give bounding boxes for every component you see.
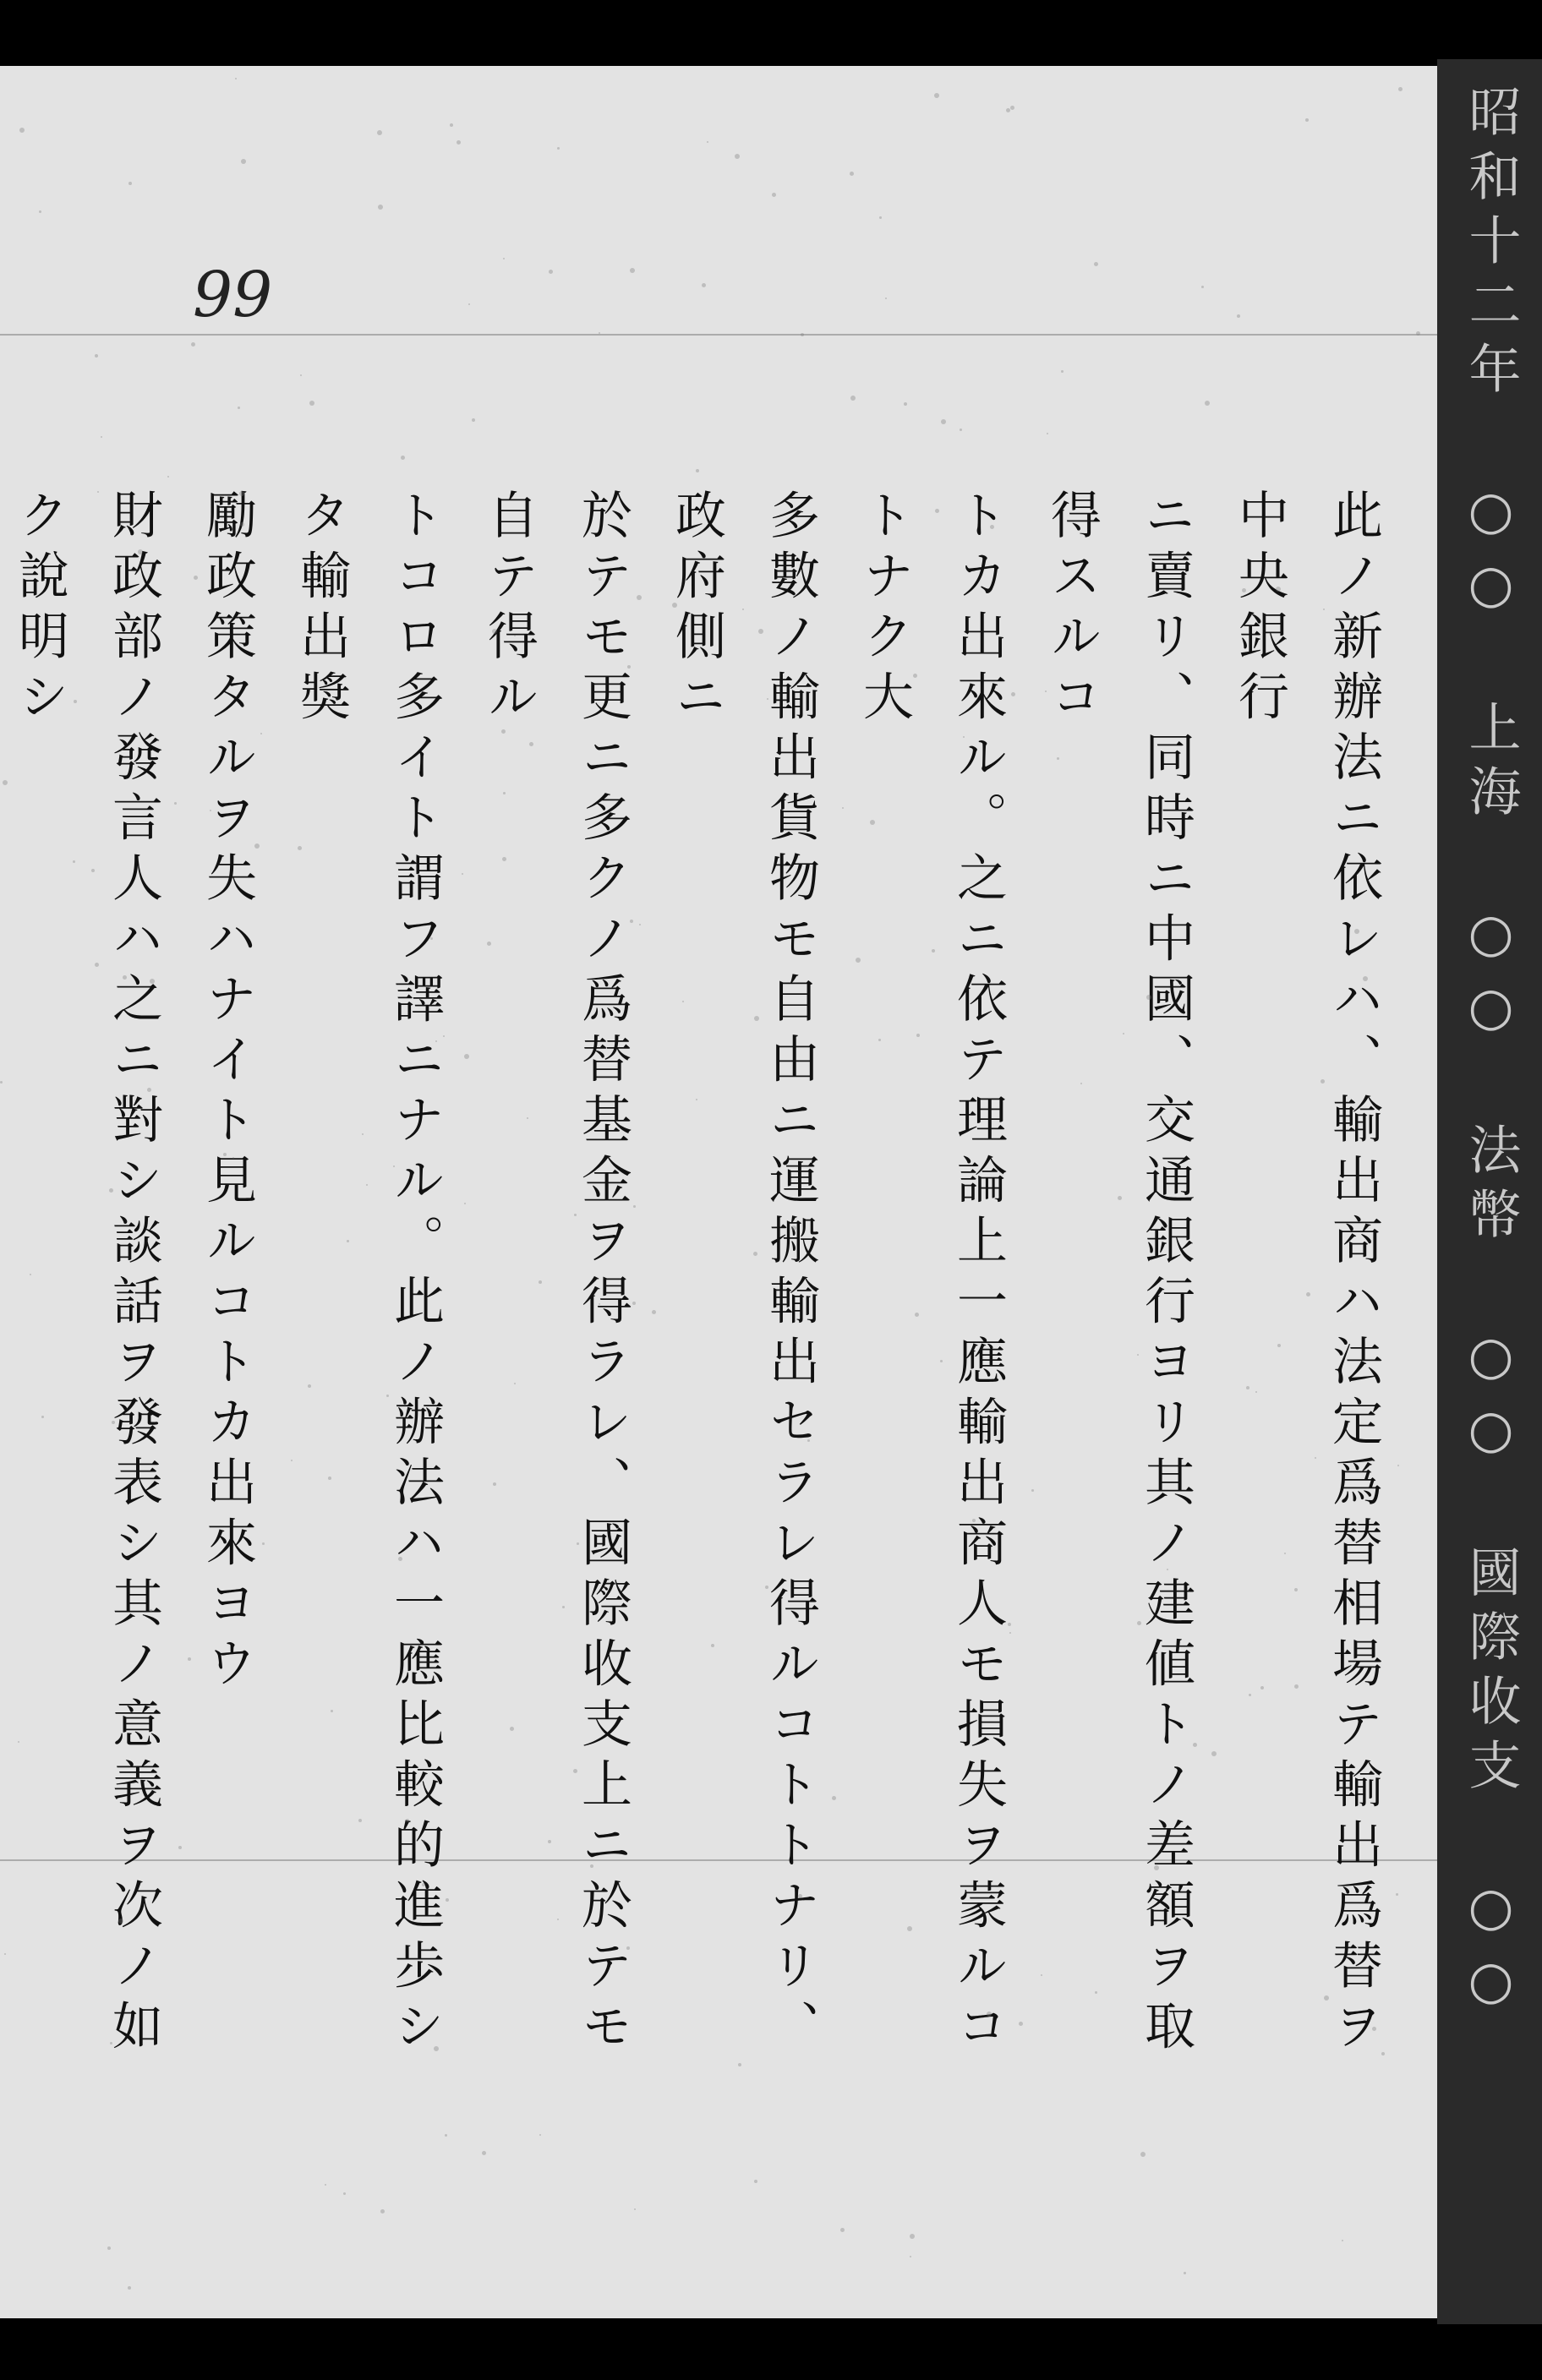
scan-noise-speck — [435, 1040, 437, 1042]
scan-noise-speck — [562, 1606, 565, 1608]
scan-noise-speck — [174, 802, 177, 805]
scan-noise-speck — [765, 1586, 768, 1589]
scan-noise-speck — [514, 635, 516, 636]
scan-noise-speck — [1305, 118, 1309, 122]
scan-noise-speck — [138, 549, 143, 554]
scan-noise-speck — [696, 1099, 697, 1100]
scan-noise-speck — [599, 332, 600, 334]
text-column: 此ノ新辦法ニ依レハ、輸出商ハ法定爲替相場テ輸出爲替ヲ中央銀行 — [1230, 489, 1383, 2060]
scan-noise-speck — [1154, 1865, 1159, 1870]
scan-noise-speck — [298, 846, 302, 850]
scan-noise-speck — [493, 1482, 496, 1486]
scan-noise-speck — [1260, 1686, 1264, 1689]
scan-noise-speck — [910, 2256, 911, 2257]
scan-noise-speck — [758, 629, 763, 634]
scan-noise-speck — [128, 2286, 131, 2290]
scan-noise-speck — [557, 1919, 559, 1920]
scan-noise-speck — [940, 1360, 943, 1362]
scan-noise-speck — [462, 873, 463, 875]
scan-noise-speck — [557, 147, 560, 150]
scan-noise-speck — [767, 698, 768, 700]
scan-noise-speck — [627, 665, 631, 669]
scan-noise-speck — [1211, 1751, 1217, 1756]
scan-noise-speck — [464, 1054, 469, 1059]
scan-noise-speck — [487, 942, 491, 946]
scan-noise-speck — [1031, 1489, 1034, 1492]
scan-noise-speck — [1201, 286, 1204, 288]
scan-noise-speck — [910, 2234, 915, 2239]
scan-noise-speck — [753, 1252, 757, 1256]
text-column: 勵政策タルヲ失ハナイト見ルコトカ出來ヨウ — [198, 489, 257, 1697]
scan-noise-speck — [1094, 262, 1098, 266]
scan-noise-speck — [3, 780, 8, 785]
scan-noise-speck — [1398, 87, 1403, 91]
scan-noise-speck — [167, 476, 169, 478]
scan-noise-speck — [468, 303, 470, 305]
scan-noise-speck — [682, 1001, 684, 1002]
scan-noise-speck — [735, 154, 740, 159]
scan-noise-speck — [548, 1840, 551, 1843]
scan-noise-speck — [972, 1519, 976, 1522]
scan-noise-speck — [260, 733, 262, 734]
text-column: 於テモ更ニ多クノ爲替基金ヲ得ラレ、國際收支上ニ於テモ自テ得ル — [479, 489, 632, 2060]
scan-noise-speck — [95, 963, 99, 967]
scan-noise-speck — [232, 1157, 234, 1159]
scan-noise-speck — [358, 1819, 362, 1822]
scan-noise-speck — [510, 1727, 514, 1731]
scan-noise-speck — [549, 270, 553, 274]
scan-noise-speck — [482, 2151, 486, 2155]
scan-noise-speck — [1006, 108, 1010, 112]
scan-noise-speck — [398, 1557, 402, 1561]
scan-noise-speck — [1324, 1995, 1329, 2001]
scan-noise-speck — [73, 860, 75, 863]
scan-noise-speck — [1363, 976, 1368, 981]
scan-noise-speck — [696, 469, 699, 472]
scan-noise-speck — [850, 172, 854, 176]
scan-noise-speck — [907, 1926, 912, 1931]
scan-noise-speck — [850, 396, 856, 401]
scan-noise-speck — [147, 1088, 151, 1092]
scan-noise-speck — [19, 128, 25, 133]
scan-noise-speck — [503, 258, 505, 259]
scan-noise-speck — [112, 1421, 115, 1424]
scan-noise-speck — [913, 674, 917, 678]
adjacent-page-text: 昭和十二年 ○○ 上海 ○○ 法幣 ○○ 國際收支 ○○ — [1460, 85, 1522, 2022]
scan-noise-speck — [742, 609, 744, 610]
scan-noise-speck — [1061, 370, 1064, 373]
scan-noise-speck — [856, 958, 861, 963]
scan-noise-speck — [300, 374, 302, 376]
scan-noise-speck — [1095, 1991, 1097, 1994]
scan-noise-speck — [963, 736, 965, 738]
scan-noise-speck — [870, 820, 875, 825]
scan-noise-speck — [1321, 1079, 1325, 1084]
scan-noise-speck — [445, 2134, 447, 2137]
scan-noise-speck — [1246, 1386, 1249, 1389]
scan-noise-speck — [879, 216, 882, 219]
scan-noise-speck — [1306, 1292, 1310, 1296]
scan-noise-speck — [501, 729, 506, 734]
scan-noise-speck — [241, 159, 246, 164]
text-column: トカ出來ル。之ニ依テ理論上一應輸出商人モ損失ヲ蒙ルコトナク大 — [855, 489, 1008, 2060]
scan-noise-speck — [107, 2246, 111, 2250]
scan-noise-speck — [772, 193, 776, 197]
scan-noise-speck — [840, 2228, 845, 2232]
scan-noise-speck — [434, 2046, 439, 2051]
scan-noise-speck — [150, 979, 155, 984]
scan-noise-speck — [194, 576, 198, 580]
scan-noise-speck — [235, 78, 237, 79]
scan-noise-speck — [599, 1303, 600, 1305]
scan-noise-speck — [754, 2180, 757, 2183]
scan-noise-speck — [1041, 1974, 1042, 1976]
scan-noise-speck — [1416, 331, 1420, 336]
scan-noise-speck — [1080, 1083, 1082, 1084]
scan-noise-speck — [110, 2042, 112, 2044]
text-column: 財政部ノ發言人ハ之ニ對シ談話ヲ發表シ其ノ意義ヲ次ノ如ク說明シ — [10, 489, 163, 2060]
scan-noise-speck — [941, 419, 946, 424]
scan-noise-speck — [150, 1609, 152, 1612]
scan-noise-speck — [502, 857, 506, 861]
scan-noise-speck — [987, 2012, 992, 2017]
scan-noise-speck — [1140, 2152, 1146, 2157]
scan-noise-speck — [577, 1542, 579, 1545]
scan-noise-speck — [1249, 1694, 1251, 1696]
scan-noise-speck — [1123, 1033, 1124, 1034]
scan-noise-speck — [101, 436, 102, 438]
scan-noise-speck — [41, 1416, 44, 1418]
scan-noise-speck — [791, 1225, 796, 1231]
scan-noise-speck — [1276, 587, 1281, 592]
scan-noise-speck — [123, 975, 127, 980]
text-column: トコロ多イト謂フ譯ニナル。此ノ辦法ハ一應比較的進歩シタ輸出獎 — [292, 489, 445, 2060]
scan-noise-speck — [393, 1165, 395, 1167]
scan-noise-speck — [807, 1439, 810, 1442]
scan-noise-speck — [464, 1203, 466, 1204]
scan-noise-speck — [801, 333, 804, 336]
scan-noise-speck — [527, 1117, 528, 1119]
scan-noise-speck — [1008, 1623, 1011, 1626]
scan-noise-speck — [1047, 433, 1048, 434]
scan-noise-speck — [672, 603, 677, 608]
scan-noise-speck — [1323, 609, 1325, 610]
scan-noise-speck — [1167, 1569, 1168, 1570]
scan-noise-speck — [97, 491, 99, 493]
scan-noise-speck — [239, 491, 244, 496]
scan-noise-speck — [1294, 1588, 1298, 1591]
scan-noise-speck — [191, 342, 195, 347]
scan-noise-speck — [1057, 757, 1059, 760]
scan-noise-speck — [4, 1953, 6, 1955]
scan-noise-speck — [0, 1081, 3, 1084]
scan-noise-speck — [1011, 692, 1015, 696]
scan-noise-speck — [492, 629, 497, 634]
scan-noise-speck — [1118, 1196, 1122, 1200]
scan-noise-speck — [632, 1302, 636, 1305]
scan-noise-speck — [309, 401, 314, 406]
scan-noise-speck — [343, 2192, 346, 2195]
scan-noise-speck — [832, 1796, 836, 1800]
scan-noise-speck — [386, 1395, 389, 1397]
scan-noise-speck — [904, 402, 907, 406]
scan-noise-speck — [238, 407, 240, 409]
scan-noise-speck — [711, 1644, 714, 1647]
scan-noise-speck — [1010, 106, 1014, 110]
scan-noise-speck — [738, 2063, 741, 2066]
scan-noise-speck — [1009, 1632, 1011, 1634]
scan-noise-speck — [529, 742, 533, 746]
scan-noise-speck — [91, 869, 95, 872]
scan-noise-speck — [1137, 1621, 1141, 1625]
scan-noise-speck — [240, 522, 244, 527]
scan-noise-speck — [443, 1035, 445, 1037]
scan-noise-speck — [1372, 2027, 1376, 2031]
scan-noise-speck — [128, 182, 132, 185]
text-column: 多數ノ輸出貨物モ自由ニ運搬輸出セラレ得ルコトトナリ、政府側ニ — [667, 489, 820, 2060]
scan-noise-speck — [39, 210, 41, 213]
fold-line-top — [0, 334, 1437, 336]
scan-noise-speck — [1381, 2052, 1385, 2055]
scan-noise-speck — [457, 140, 461, 145]
scan-noise-speck — [573, 1769, 577, 1773]
scan-noise-speck — [223, 1153, 227, 1156]
scan-noise-speck — [842, 807, 844, 809]
scan-noise-speck — [1146, 995, 1151, 1000]
scan-noise-speck — [291, 1460, 293, 1461]
scan-noise-speck — [990, 525, 994, 529]
scan-noise-speck — [109, 1188, 113, 1193]
scan-noise-speck — [118, 1919, 123, 1924]
scan-noise-speck — [514, 1383, 516, 1384]
scan-noise-speck — [1237, 314, 1240, 318]
body-text — [10, 489, 1400, 2094]
scan-noise-speck — [1019, 2022, 1023, 2026]
scan-noise-speck — [331, 1710, 333, 1712]
scan-noise-speck — [798, 1894, 802, 1898]
scan-noise-speck — [1294, 1684, 1299, 1689]
scan-noise-speck — [702, 283, 706, 287]
scan-noise-speck — [707, 141, 708, 143]
scan-noise-speck — [539, 2134, 541, 2136]
scan-noise-speck — [1193, 1743, 1197, 1747]
scan-noise-speck — [422, 1883, 425, 1886]
scan-noise-speck — [472, 418, 475, 422]
scan-noise-speck — [934, 93, 939, 98]
scan-noise-speck — [95, 354, 98, 358]
scan-noise-speck — [347, 1240, 349, 1242]
scan-noise-speck — [262, 1542, 265, 1545]
scan-noise-speck — [450, 123, 453, 127]
scan-noise-speck — [935, 509, 939, 513]
scan-noise-speck — [626, 1946, 630, 1950]
page-number: 99 — [193, 259, 273, 331]
scan-noise-speck — [1284, 1553, 1286, 1554]
scan-noise-speck — [539, 1280, 542, 1284]
scan-noise-speck — [1315, 1457, 1316, 1459]
scan-noise-speck — [378, 205, 383, 210]
scan-noise-speck — [960, 429, 962, 431]
scan-noise-speck — [430, 937, 433, 940]
scan-noise-speck — [639, 924, 641, 925]
scan-noise-speck — [406, 1819, 409, 1822]
scan-noise-speck — [308, 1384, 311, 1388]
scan-noise-speck — [1184, 2272, 1186, 2274]
scan-noise-speck — [1242, 588, 1246, 592]
scan-noise-speck — [916, 1034, 920, 1037]
scan-noise-speck — [630, 268, 635, 273]
scan-noise-speck — [254, 843, 260, 849]
scan-noise-speck — [574, 1214, 577, 1216]
scan-noise-speck — [1045, 691, 1047, 692]
scan-noise-speck — [1137, 1354, 1139, 1356]
scan-noise-speck — [652, 1310, 656, 1314]
scan-noise-speck — [503, 792, 506, 794]
scan-noise-speck — [1205, 401, 1210, 406]
scan-noise-speck — [30, 1274, 31, 1275]
scan-noise-speck — [932, 949, 935, 953]
scan-noise-speck — [1255, 1391, 1257, 1393]
scan-noise-speck — [754, 1016, 759, 1021]
scan-noise-speck — [1342, 2240, 1343, 2241]
scan-noise-speck — [637, 595, 642, 600]
scan-noise-speck — [634, 2208, 636, 2210]
text-column: ニ賣リ、同時ニ中國、交通銀行ヨリ其ノ建値トノ差額ヲ取得スルコ — [1042, 489, 1195, 2060]
scan-noise-speck — [878, 1039, 881, 1041]
scan-noise-speck — [423, 1840, 425, 1842]
scan-noise-speck — [366, 1184, 368, 1186]
scan-noise-speck — [328, 1477, 331, 1480]
scan-noise-speck — [446, 1898, 449, 1902]
scan-noise-speck — [210, 810, 211, 811]
scan-noise-speck — [633, 1205, 636, 1208]
scan-noise-speck — [380, 2209, 385, 2214]
scan-noise-speck — [325, 2184, 326, 2186]
scan-noise-speck — [1397, 1465, 1399, 1466]
scan-noise-speck — [1277, 1344, 1281, 1347]
scan-noise-speck — [362, 1133, 364, 1135]
scan-noise-speck — [795, 1341, 797, 1344]
scan-noise-speck — [1354, 929, 1359, 934]
scan-noise-speck — [885, 298, 887, 299]
scan-noise-speck — [1396, 1893, 1398, 1896]
scan-noise-speck — [178, 1846, 182, 1849]
scan-noise-speck — [74, 700, 77, 703]
scan-noise-speck — [599, 577, 602, 581]
scan-noise-speck — [590, 1864, 593, 1868]
scan-noise-speck — [915, 1313, 919, 1317]
scan-noise-speck — [188, 1657, 191, 1661]
scan-noise-speck — [18, 1741, 19, 1743]
scan-noise-speck — [630, 920, 633, 923]
scan-noise-speck — [377, 130, 382, 135]
scan-noise-speck — [401, 456, 405, 460]
